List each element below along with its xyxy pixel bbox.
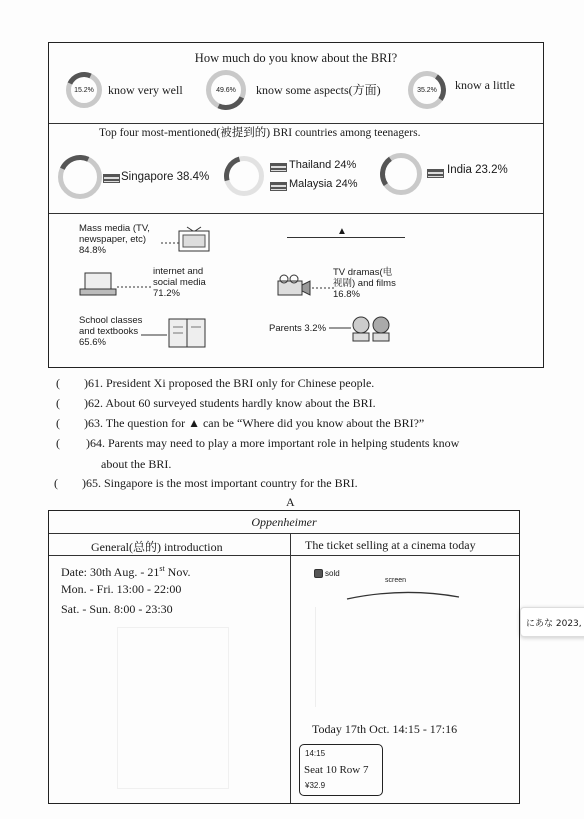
column-divider — [290, 533, 291, 803]
pie-chart-icon — [58, 155, 102, 199]
weekend-hours: Sat. - Sun. 8:00 - 23:30 — [61, 602, 173, 616]
pie-chart-icon: 49.6% — [206, 70, 246, 110]
knowledge-label: know very well — [108, 83, 183, 97]
movie-info-table — [48, 510, 520, 804]
question-61: ( )61. President Xi proposed the BRI only for Chinese people. — [56, 376, 375, 390]
blank-line — [287, 237, 405, 238]
survey-title: How much do you know about the BRI? — [194, 51, 398, 65]
parents-icon — [329, 313, 399, 343]
today-showtime: Today 17th Oct. 14:15 - 17:16 — [312, 722, 458, 736]
movie-title: Oppenheimer — [251, 515, 317, 529]
faded-image — [117, 627, 229, 789]
country-malaysia: Malaysia 24% — [289, 178, 358, 190]
sold-legend: sold — [314, 569, 340, 578]
camera-icon — [276, 273, 334, 303]
malaysia-flag-icon — [270, 182, 287, 191]
ticket-price: ¥32.9 — [305, 781, 326, 790]
popup-note[interactable]: にあな 2023, — [520, 607, 584, 637]
ticket-card[interactable] — [299, 744, 383, 796]
singapore-flag-icon — [103, 174, 120, 183]
divider — [49, 555, 519, 556]
country-india: India 23.2% — [447, 164, 508, 176]
seat-map — [315, 607, 486, 707]
survey-infographic — [48, 42, 544, 368]
section-letter: A — [286, 495, 295, 509]
pie-chart-icon: 35.2% — [408, 71, 446, 109]
question-62: ( )62. About 60 surveyed students hardly know about the BRI. — [56, 396, 376, 410]
knowledge-label: know some aspects(方面) — [256, 83, 381, 97]
pie-chart-icon — [380, 153, 422, 195]
divider — [49, 533, 519, 534]
thailand-flag-icon — [270, 163, 287, 172]
source-school: School classes and textbooks 65.6% — [79, 315, 143, 348]
screen-label: screen — [385, 577, 407, 584]
pie-chart-icon: 15.2% — [66, 72, 102, 108]
question-65: ( )65. Singapore is the most important country for the BRI. — [54, 476, 358, 490]
blank-triangle: ▲ — [337, 226, 347, 237]
tv-newspaper-icon — [161, 223, 217, 257]
left-header: General(总的) introduction — [91, 540, 223, 554]
question-63: ( )63. The question for ▲ can be “Where did you know about the BRI?” — [56, 416, 425, 430]
ticket-time: 14:15 — [305, 749, 326, 758]
laptop-icon — [77, 269, 153, 303]
source-tv-dramas: TV dramas(电 视剧) and films 16.8% — [333, 267, 396, 300]
source-internet: internet and social media 71.2% — [153, 266, 206, 299]
sold-check-icon — [314, 569, 323, 578]
question-64: ( )64. Parents may need to play a more important role in helping students know — [56, 436, 460, 450]
textbook-icon — [141, 313, 213, 353]
screen-curve-icon — [345, 587, 461, 601]
weekday-hours: Mon. - Fri. 13:00 - 22:00 — [61, 582, 182, 596]
source-mass-media: Mass media (TV, newspaper, etc) 84.8% — [79, 223, 150, 256]
country-singapore: Singapore 38.4% — [121, 171, 210, 183]
date-line: Date: 30th Aug. - 21st Nov. — [61, 564, 191, 579]
divider — [49, 213, 543, 214]
india-flag-icon — [427, 169, 444, 178]
country-thailand: Thailand 24% — [289, 159, 357, 171]
ticket-seat: Seat 10 Row 7 — [304, 764, 369, 776]
pie-chart-icon — [224, 156, 264, 196]
source-parents: Parents 3.2% — [269, 323, 327, 334]
knowledge-label: know a little — [455, 78, 515, 92]
countries-title: Top four most-mentioned(被提到的) BRI countries among teenagers. — [99, 127, 421, 139]
right-header: The ticket selling at a cinema today — [305, 538, 476, 552]
question-64-continued: about the BRI. — [101, 457, 172, 471]
